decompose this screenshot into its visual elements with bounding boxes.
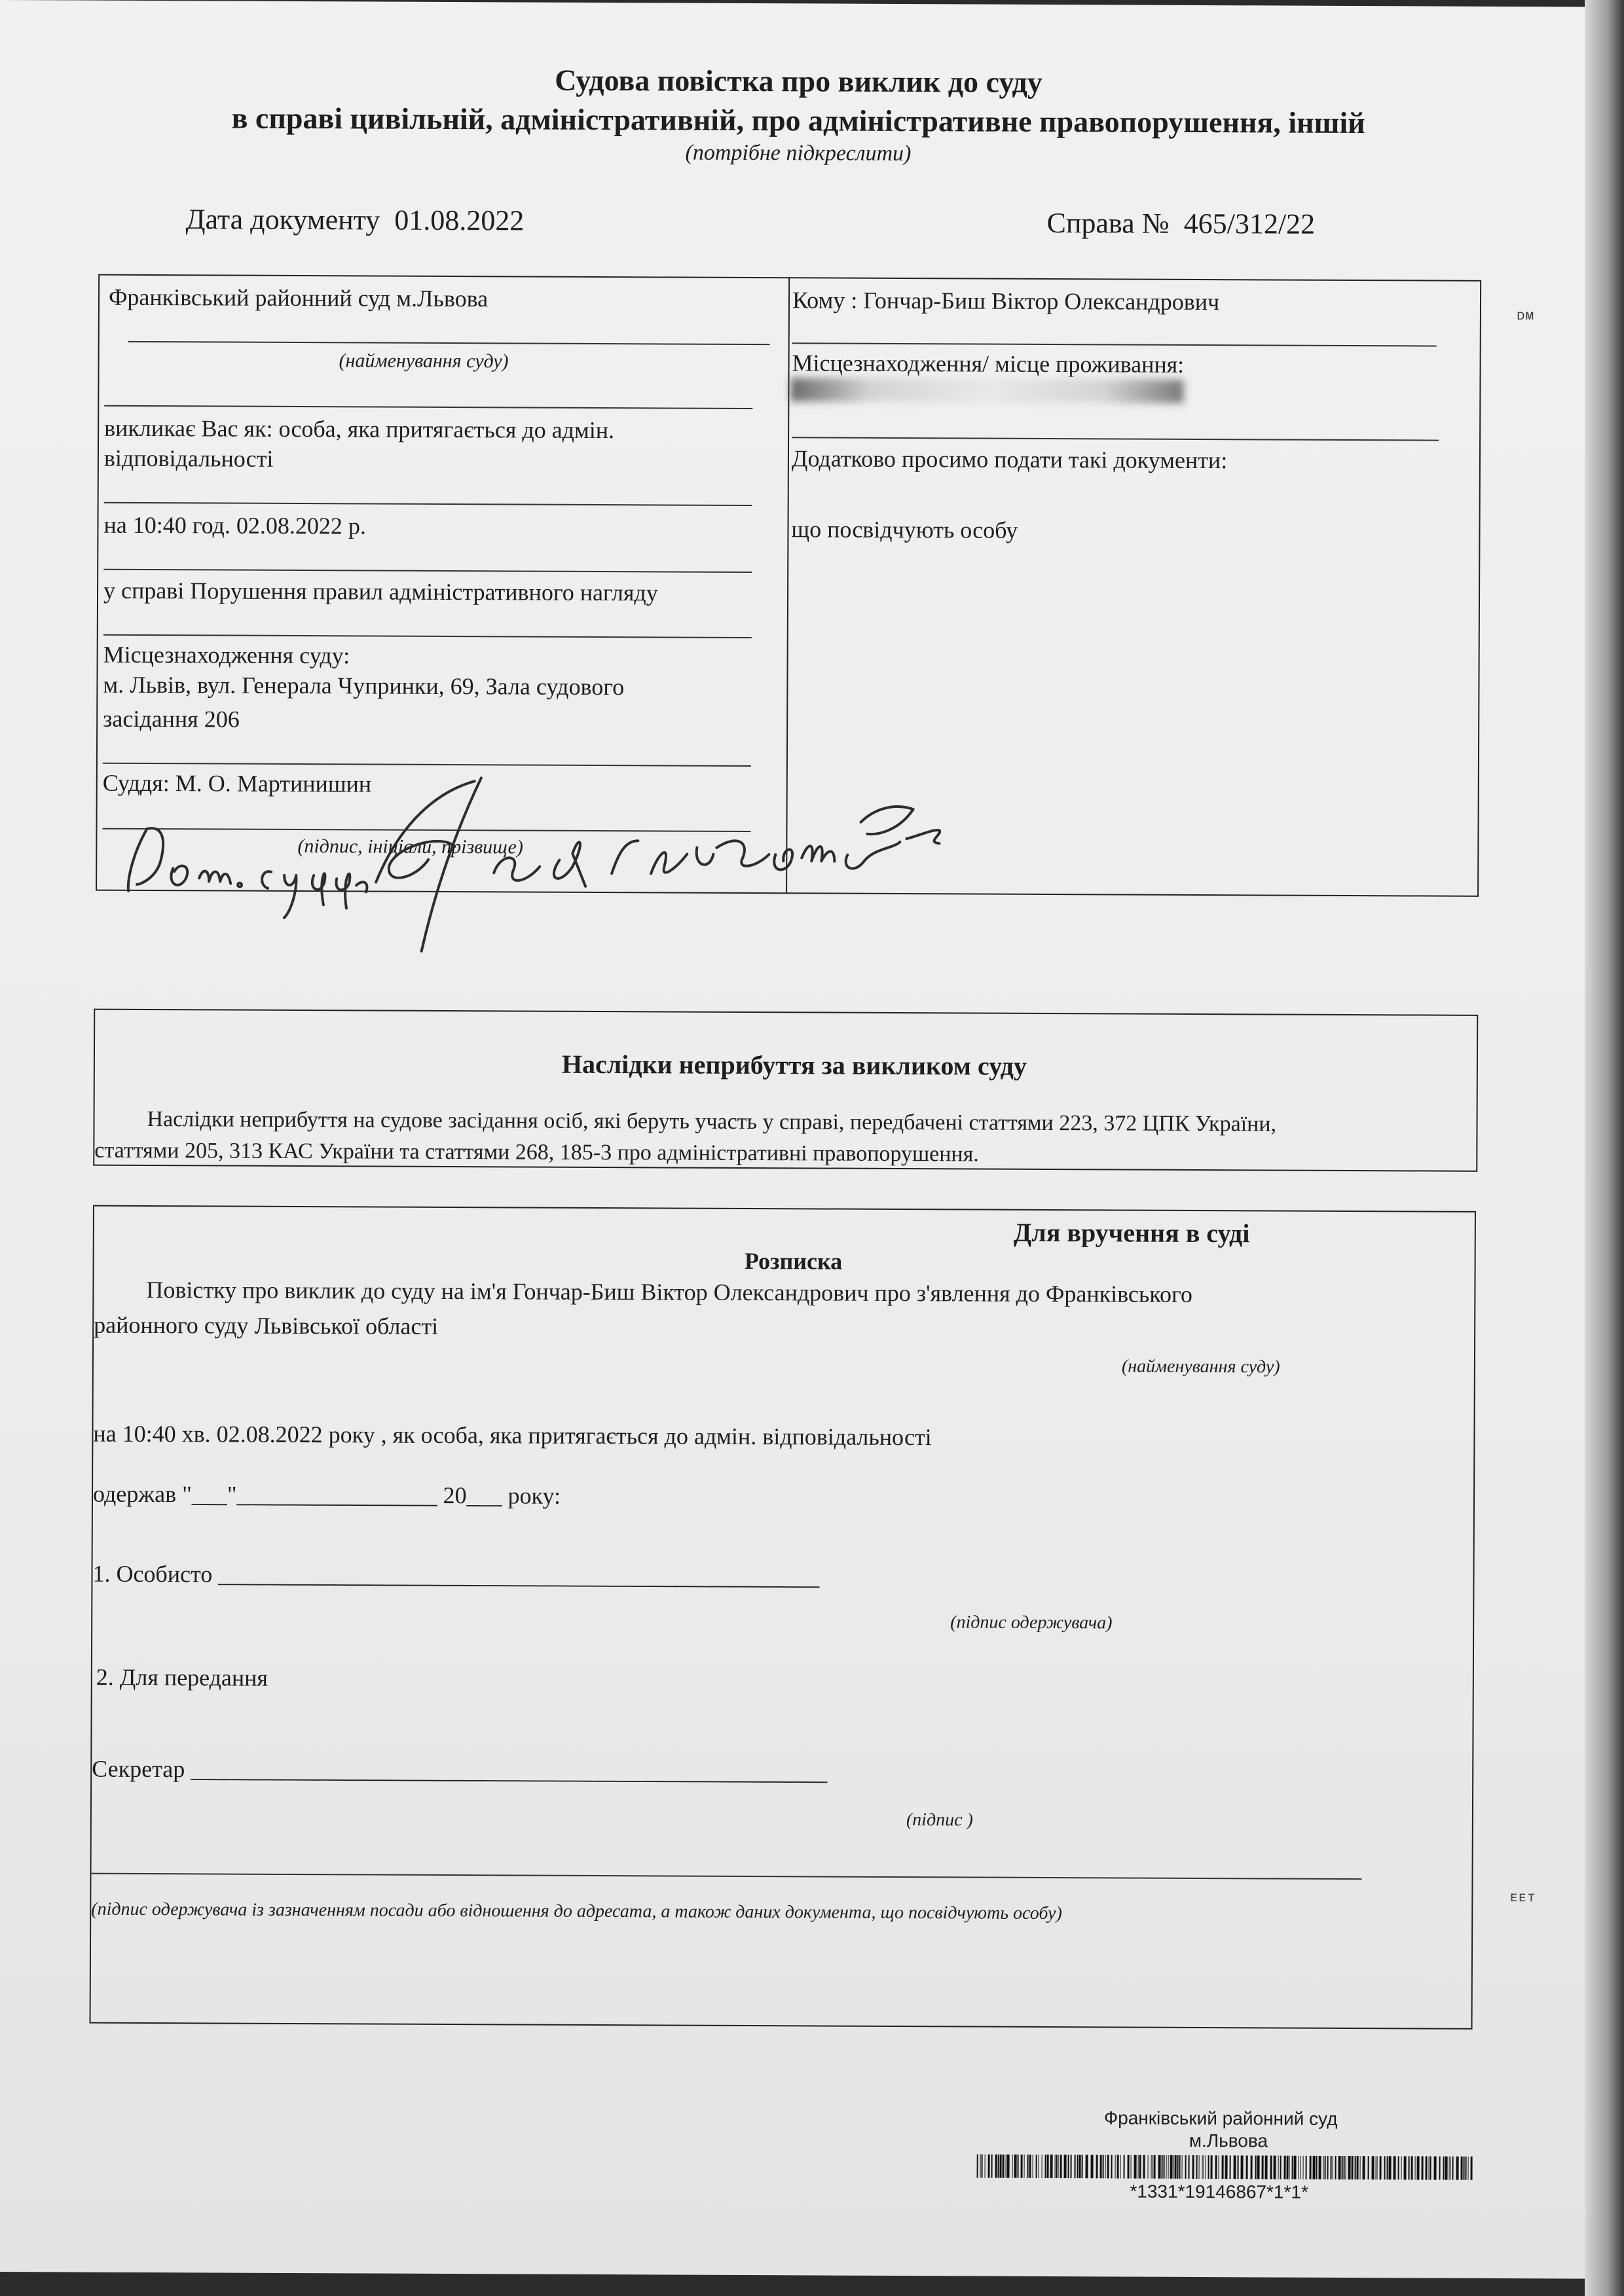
barcode-bar [999,2155,1001,2178]
barcode-bar [1181,2155,1182,2179]
document-date [185,202,524,237]
barcode-bar [1174,2155,1176,2179]
date-label: Дата документу [185,203,380,236]
documents-value: що посвідчують особу [791,516,1018,543]
receiver-signature-caption: (підпис одержувача) [950,1612,1113,1633]
barcode-bar [1343,2156,1344,2179]
barcode-bar [1300,2156,1301,2179]
barcode-bar [1188,2155,1189,2179]
barcode-bar [1032,2155,1033,2178]
barcode-bar [1467,2157,1468,2180]
document-title-note: (потрібне підкреслити) [685,140,912,166]
barcode-bar [1127,2155,1129,2179]
barcode-bar [1403,2156,1406,2179]
barcode-bar [1056,2155,1057,2178]
barcode-bar [1225,2155,1227,2179]
barcode-bar [1257,2155,1259,2179]
barcode-bar [1233,2155,1236,2179]
barcode-bar [1085,2155,1088,2178]
barcode-bar [1470,2157,1472,2180]
barcode-bar [1123,2155,1124,2179]
barcode-bar [1291,2156,1293,2179]
barcode-bar [1416,2156,1419,2179]
received-date-line: одержав "___"_________________ 20___ року: [92,1480,561,1509]
barcode-bar [1099,2155,1101,2178]
scan-edge-mark: ᴅᴍ [1516,308,1534,325]
barcode-bar [1111,2155,1112,2178]
barcode-bar [1035,2155,1037,2178]
barcode-bar [1386,2156,1388,2179]
scan-edge-shadow [1585,0,1624,2296]
judge-name: Суддя: М. О. Мартинишин [102,769,372,797]
barcode-bar [1273,2156,1276,2179]
barcode-bar [1054,2155,1055,2178]
barcode-bar [1218,2155,1219,2179]
court-location-line1: м. Львів, вул. Генерала Чупринки, 69, Зала судового [103,671,625,701]
for-transfer-line: 2. Для передання [96,1664,268,1691]
barcode-bar [1367,2156,1369,2179]
barcode-bar [997,2155,999,2178]
case-subject: у справі Порушення правил адміністративного нагляду [103,577,658,606]
barcode-bar [1250,2155,1252,2179]
summons-role-line2: відповідальності [103,445,274,472]
barcode-bar [1002,2155,1004,2178]
document-title-line1: Судова повістка про виклик до суду [555,63,1043,99]
barcode-bar [1153,2155,1155,2179]
barcode-bar [1107,2155,1109,2178]
barcode-bar [1063,2155,1066,2178]
barcode-bar [1210,2155,1212,2179]
barcode-bar [1020,2155,1022,2178]
barcode-bar [1077,2155,1078,2178]
barcode-bar [1280,2156,1281,2179]
barcode-bar [1341,2156,1342,2179]
barcode-bar [1332,2156,1333,2179]
barcode-bar [1430,2157,1431,2180]
barcode-bar [1096,2155,1098,2178]
barcode-bar [1161,2155,1162,2179]
barcode-bar [1286,2156,1288,2179]
barcode-bar [1362,2156,1365,2179]
barcode-bar [1305,2156,1306,2179]
barcode-bar [1038,2155,1039,2178]
barcode-bar [1456,2157,1458,2180]
barcode-bar [1196,2155,1197,2179]
barcode-bar [1240,2155,1243,2179]
barcode-bar [1445,2157,1447,2180]
barcode-bar [1017,2155,1018,2178]
date-value: 01.08.2022 [394,204,525,237]
barcode-bar [1356,2156,1358,2179]
barcode-bar [1359,2156,1360,2179]
barcode-bar [1397,2156,1399,2179]
barcode-bar [1044,2155,1046,2178]
barcode-bar [1215,2155,1217,2179]
barcode [976,2155,1474,2180]
barcode-bar [1192,2155,1194,2179]
barcode-bar [1208,2155,1209,2179]
secretary-signature-caption: (підпис ) [906,1810,973,1831]
barcode-bar [1158,2155,1160,2179]
barcode-bar [1379,2156,1381,2179]
barcode-bar [1443,2157,1444,2180]
barcode-bar [1147,2155,1148,2179]
scan-edge-mark: ᴇᴇᴛ [1509,1889,1536,1906]
barcode-bar [1452,2157,1453,2180]
barcode-bar [1439,2157,1440,2180]
receipt-title: Розписка [744,1247,843,1275]
barcode-bar [1335,2156,1336,2179]
barcode-bar [1283,2156,1285,2179]
secretary-line: Секретар ______________________________________________________ [92,1755,828,1785]
barcode-bar [1411,2156,1412,2179]
barcode-bar [1338,2156,1340,2179]
barcode-bar [1139,2155,1141,2179]
barcode-bar [976,2155,978,2178]
barcode-bar [1116,2155,1118,2178]
barcode-bar [1376,2156,1377,2179]
barcode-bar [981,2155,982,2178]
barcode-bar [1348,2156,1350,2179]
documents-label: Додатково просимо подати такі документи: [791,445,1228,474]
barcode-bar [1460,2157,1462,2180]
barcode-bar [1014,2155,1016,2178]
barcode-bar [1318,2156,1321,2179]
case-number [1046,206,1315,241]
barcode-bar [1067,2155,1069,2178]
barcode-bar [1130,2155,1131,2179]
barcode-bar [1237,2155,1238,2179]
signature-caption: (підпис, ініціали, прізвище) [297,835,523,858]
barcode-bar [1041,2155,1042,2178]
court-stamp-line1: Франківський районний суд [1103,2107,1338,2129]
barcode-bar [1465,2157,1466,2180]
consequences-text-line2: статтями 205, 313 КАС України та статтями 268, 185-3 про адміністративні правопорушення. [94,1138,979,1167]
personally-line: 1. Особисто ___________________________________________________ [92,1560,820,1590]
document-title-line2: в справі цивільній, адміністративній, про адміністративне правопорушення, іншій [231,101,1365,140]
court-name: Франківський районний суд м.Львова [108,283,489,312]
barcode-bar [1414,2156,1415,2179]
barcode-bar [1393,2156,1395,2179]
case-label: Справа № [1046,206,1170,240]
barcode-bar [995,2155,997,2178]
receipt-hearing-time: на 10:40 хв. 02.08.2022 року , як особа, яка притягається до адмін. відповідальності [93,1420,932,1451]
hearing-time: на 10:40 год. 02.08.2022 р. [103,511,366,539]
barcode-bar [1163,2155,1164,2179]
barcode-bar [1221,2155,1223,2179]
consequences-title: Наслідки неприбуття за викликом суду [561,1049,1027,1081]
barcode-bar [1433,2157,1436,2180]
barcode-text: *1331*19146867*1*1* [1130,2181,1308,2202]
receipt-text-line1: Повістку про виклик до суду на ім'я Гончар-Биш Віктор Олександрович про з'явлення до Франківського [146,1276,1192,1307]
summons-role-line1: викликає Вас як: особа, яка притягається до адмін. [104,414,615,444]
barcode-bar [1428,2157,1429,2180]
redacted-address [790,378,1183,403]
barcode-bar [1309,2156,1311,2179]
barcode-bar [1371,2156,1374,2179]
barcode-bar [1102,2155,1103,2178]
receipt-text-line2: районного суду Львівської області [94,1311,439,1339]
barcode-bar [991,2155,992,2178]
barcode-bar [1029,2155,1031,2178]
barcode-bar [1264,2155,1267,2179]
barcode-bar [1060,2155,1061,2178]
recipient-name: Кому : Гончар-Биш Віктор Олександрович [792,287,1220,316]
court-stamp-line2: м.Львова [1189,2130,1268,2151]
court-location-label: Місцезнаходження суду: [103,641,350,669]
barcode-bar [1079,2155,1080,2178]
barcode-bar [1270,2155,1272,2179]
barcode-bar [1006,2155,1009,2178]
barcode-bar [1229,2155,1230,2179]
barcode-bar [1261,2155,1263,2179]
residence-label: Місцезнаходження/ місце проживання: [792,350,1185,378]
barcode-bar [1302,2156,1303,2179]
barcode-bar [1425,2157,1427,2180]
barcode-bar [1324,2156,1325,2179]
handwritten-signature [88,754,1018,974]
barcode-bar [1408,2156,1409,2179]
barcode-bar [1152,2155,1153,2179]
receiver-details-caption: (підпис одержувача із зазначенням посади або відношення до адресата, а також даних документа, що посвідчують особу) [91,1899,1062,1924]
barcode-bar [1143,2155,1145,2179]
court-name-caption: (найменування суду) [339,350,509,373]
barcode-bar [1203,2155,1204,2179]
barcode-bar [1134,2155,1136,2179]
court-location-line2: засідання 206 [103,705,240,733]
barcode-bar [1463,2157,1464,2180]
receipt-for-court: Для вручення в суді [1013,1217,1250,1248]
barcode-bar [987,2155,989,2178]
barcode-bar [1005,2155,1006,2178]
barcode-bar [1050,2155,1052,2178]
barcode-bar [1090,2155,1093,2178]
barcode-bar [1375,2156,1376,2179]
case-value: 465/312/22 [1183,207,1316,240]
barcode-bar [1179,2155,1180,2179]
receipt-court-caption: (найменування суду) [1121,1356,1280,1377]
barcode-bar [1246,2155,1247,2179]
barcode-bar [1027,2155,1028,2178]
barcode-bar [1074,2155,1075,2178]
barcode-bar [1316,2156,1317,2179]
barcode-bar [1198,2155,1199,2179]
barcode-bar [1205,2155,1206,2179]
barcode-bar [1354,2156,1356,2179]
barcode-bar [1298,2156,1299,2179]
barcode-bar [1327,2156,1328,2179]
barcode-bar [1046,2155,1048,2178]
barcode-bar [1312,2156,1315,2179]
barcode-bar [1351,2156,1353,2179]
barcode-bar [1345,2156,1346,2179]
barcode-bar [1293,2156,1296,2179]
barcode-bar [1330,2156,1331,2179]
barcode-bar [1255,2155,1256,2179]
barcode-bar [1177,2155,1178,2179]
barcode-bar [1081,2155,1082,2178]
barcode-bar [1185,2155,1186,2179]
barcode-bar [1421,2157,1423,2180]
barcode-bar [1388,2156,1391,2179]
consequences-text-line1: Наслідки неприбуття на судове засідання осіб, які беруть участь у справі, передбачені статтями 223, 372 ЦПК України, [147,1106,1277,1137]
barcode-bar [1137,2155,1138,2179]
barcode-bar [1170,2155,1172,2179]
barcode-bar [984,2155,985,2178]
barcode-bar [1384,2156,1385,2179]
barcode-bar [1070,2155,1071,2178]
